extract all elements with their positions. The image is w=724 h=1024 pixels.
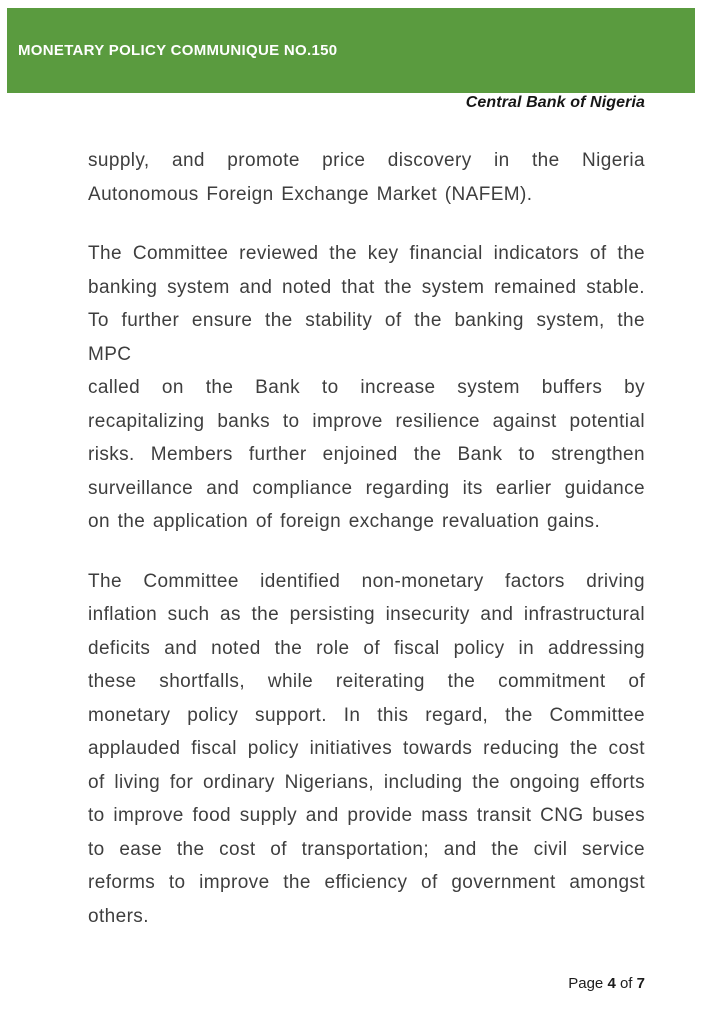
of-label: of xyxy=(619,975,633,992)
text-line: these shortfalls, while reiterating the commitment of xyxy=(88,671,645,692)
paragraph xyxy=(88,237,645,539)
text-line: The Committee reviewed the key financial indicators of the xyxy=(88,243,645,264)
text-line: reforms to improve the efficiency of government amongst xyxy=(88,872,645,893)
text-line: Autonomous Foreign Exchange Market (NAFEM). xyxy=(88,183,533,205)
text-line: others. xyxy=(88,905,149,927)
text-line: To further ensure the stability of the banking system, the MPC xyxy=(88,310,645,365)
header-banner xyxy=(7,8,695,93)
banner-title: MONETARY POLICY COMMUNIQUE NO.150 xyxy=(18,42,338,59)
text-line: called on the Bank to increase system buffers by xyxy=(88,377,645,398)
text-line: deficits and noted the role of fiscal policy in addressing xyxy=(88,637,645,659)
total-pages: 7 xyxy=(636,975,645,992)
text-line: to ease the cost of transportation; and the civil service xyxy=(88,838,645,860)
page-label: Page xyxy=(568,975,604,992)
text-line: risks. Members further enjoined the Bank to strengthen xyxy=(88,444,645,465)
text-line: of living for ordinary Nigerians, including the ongoing efforts xyxy=(88,771,645,793)
text-line: banking system and noted that the system remained stable. xyxy=(88,276,645,298)
text-line: surveillance and compliance regarding its earlier guidance xyxy=(88,477,645,499)
text-line: inflation such as the persisting insecurity and infrastructural xyxy=(88,604,645,625)
page-indicator xyxy=(568,975,645,992)
text-line: applauded fiscal policy initiatives towards reducing the cost xyxy=(88,738,645,759)
text-line: on the application of foreign exchange revaluation gains. xyxy=(88,511,601,532)
text-line: recapitalizing banks to improve resilience against potential xyxy=(88,410,645,432)
org-name: Central Bank of Nigeria xyxy=(465,94,645,111)
text-line: to improve food supply and provide mass transit CNG buses xyxy=(88,805,645,826)
document-body xyxy=(88,144,645,959)
paragraph xyxy=(88,144,645,211)
paragraph xyxy=(88,565,645,934)
page-number: 4 xyxy=(607,975,616,992)
text-line: The Committee identified non-monetary factors driving xyxy=(88,570,645,592)
text-line: supply, and promote price discovery in the Nigeria xyxy=(88,150,645,171)
text-line: monetary policy support. In this regard, the Committee xyxy=(88,704,645,726)
